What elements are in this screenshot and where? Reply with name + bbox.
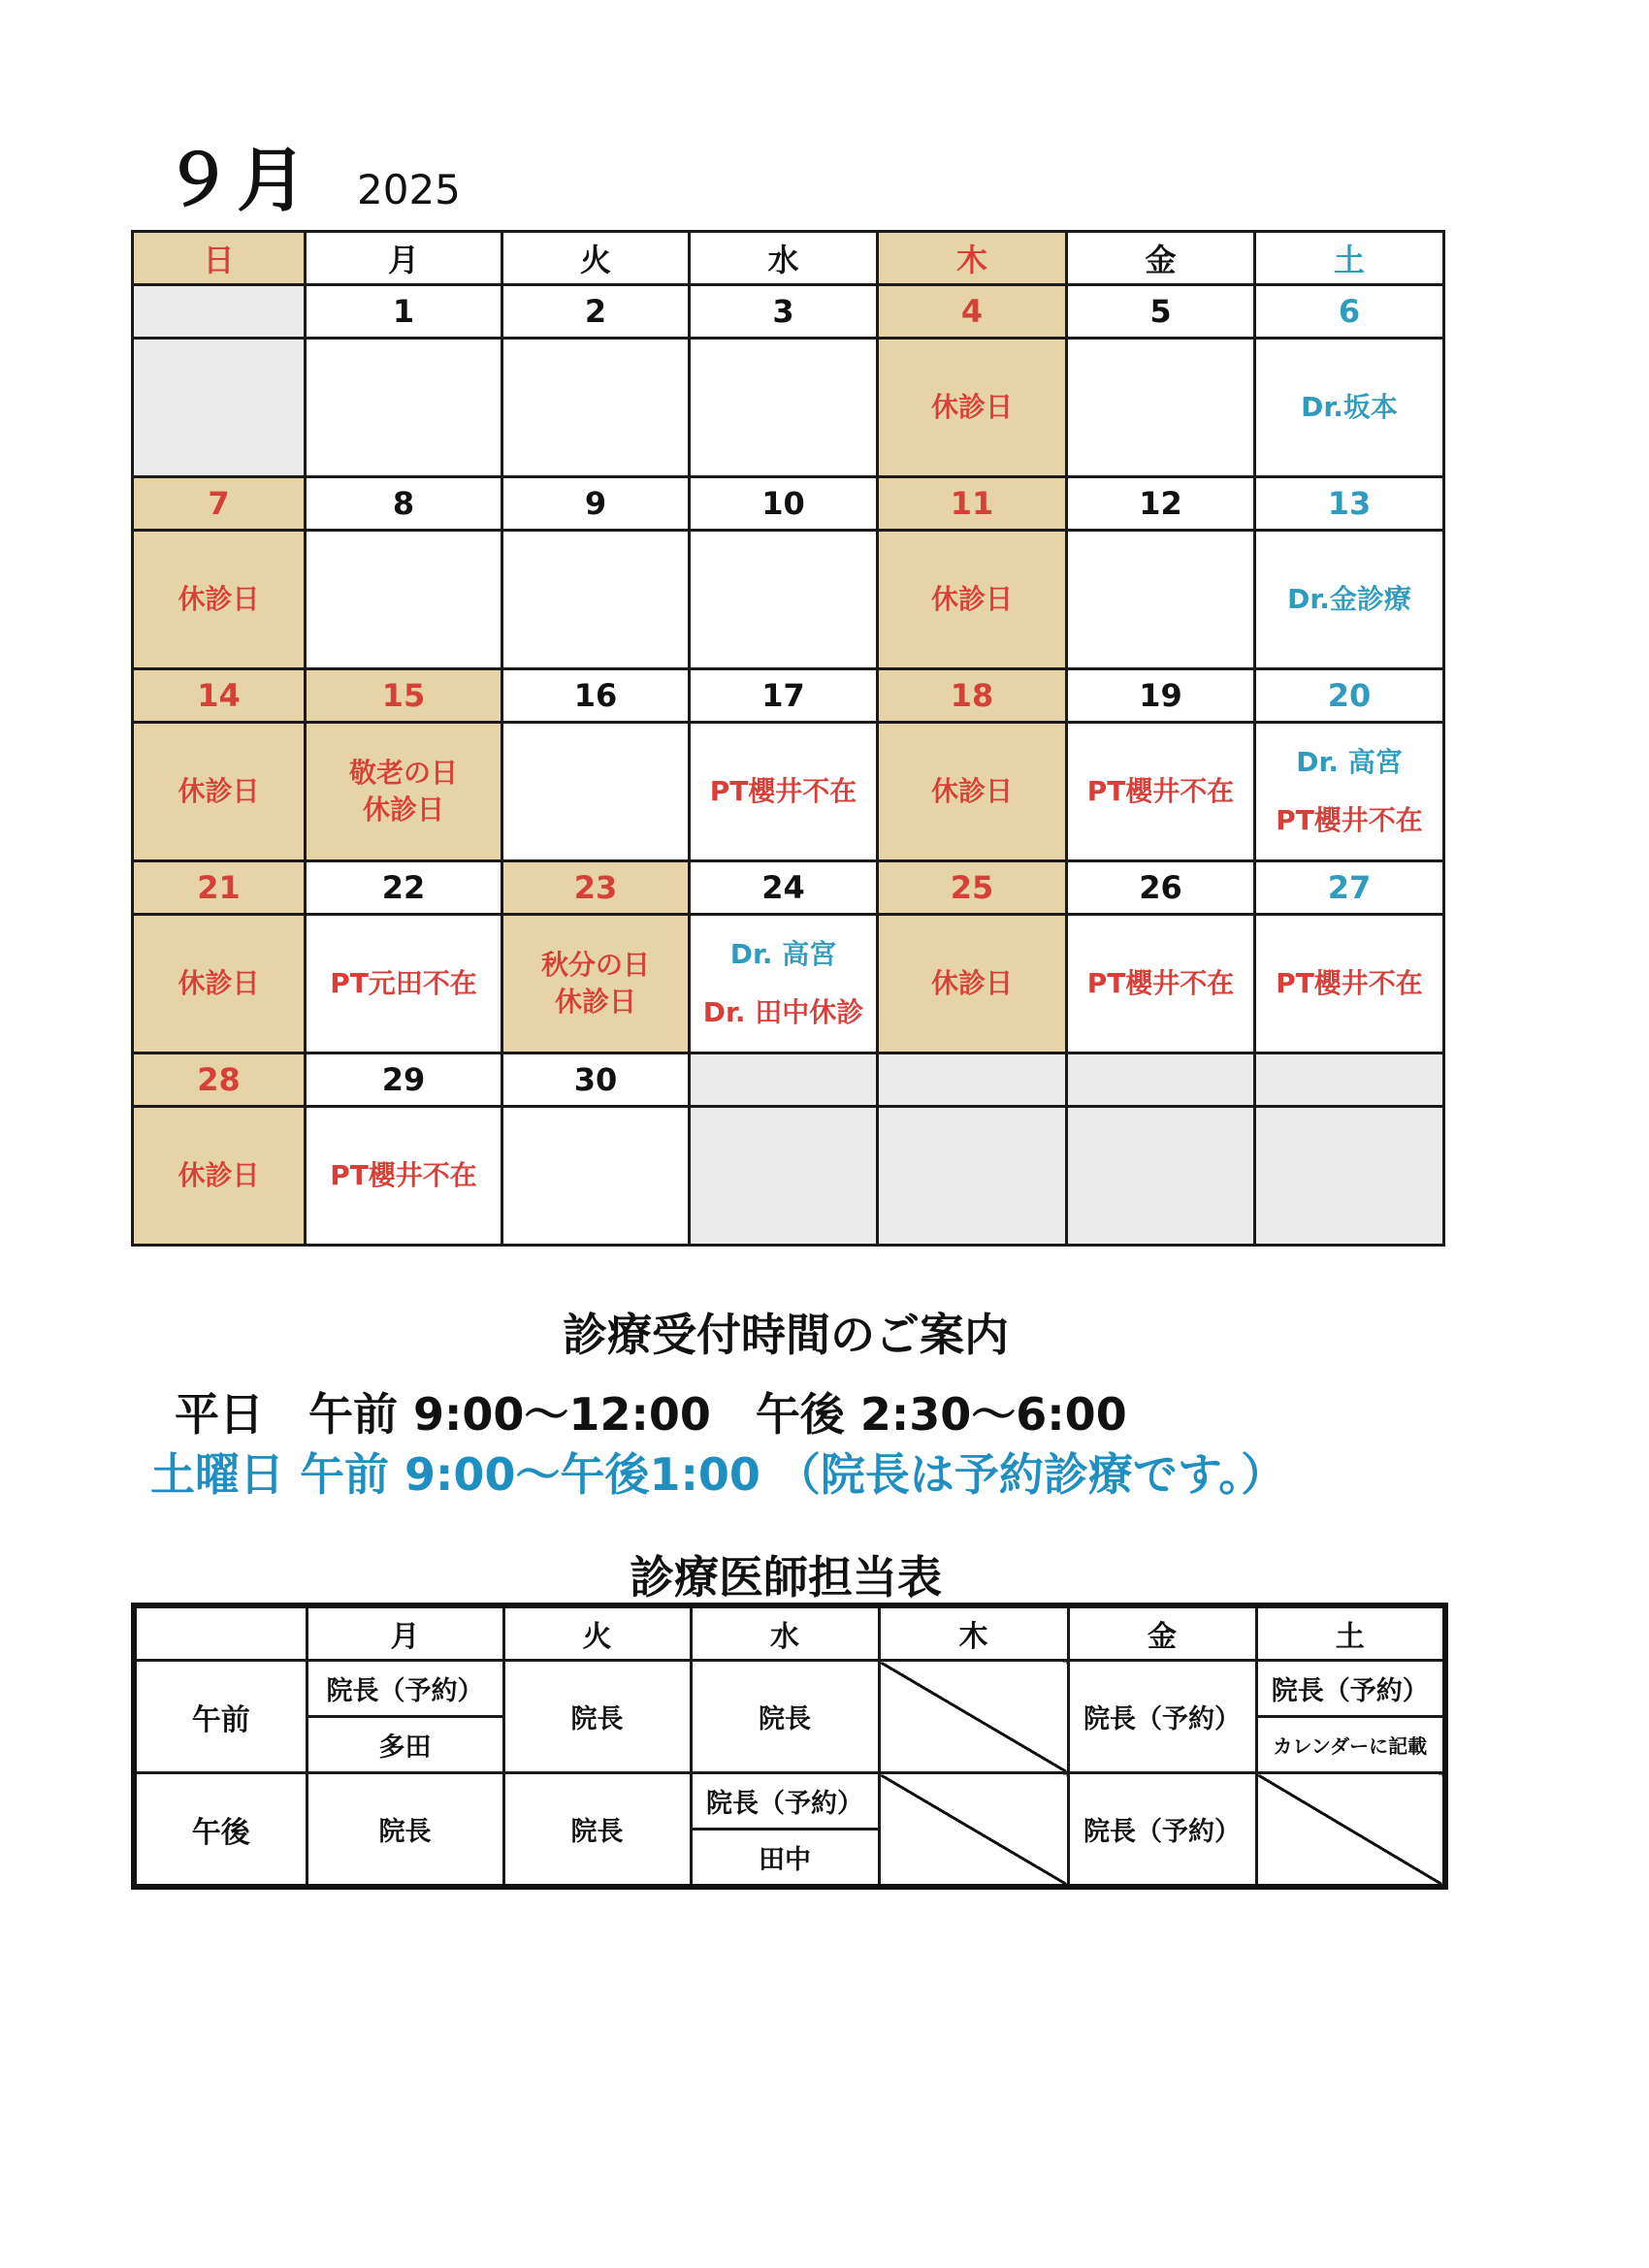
pm-mon: 院長 xyxy=(307,1773,503,1888)
empty-cell xyxy=(133,285,306,339)
week-4-notes xyxy=(133,915,1444,1053)
empty-cell xyxy=(690,1053,878,1107)
date-9: 9 xyxy=(502,477,690,531)
note-cell xyxy=(1067,339,1255,477)
date-24: 24 xyxy=(690,861,878,915)
note-cell xyxy=(690,531,878,669)
am-label: 午前 xyxy=(134,1661,307,1773)
note-7: 休診日 xyxy=(133,531,306,669)
date-5: 5 xyxy=(1067,285,1255,339)
date-30: 30 xyxy=(502,1053,690,1107)
note-cell xyxy=(502,723,690,861)
am-mon-1: 院長（予約） xyxy=(307,1661,503,1717)
am-row-1 xyxy=(134,1661,1445,1717)
note-23-line2: 休診日 xyxy=(554,986,636,1018)
am-mon-2: 多田 xyxy=(307,1717,503,1773)
weekday-wed: 水 xyxy=(690,232,878,285)
empty-cell xyxy=(1255,1107,1444,1246)
date-7: 7 xyxy=(133,477,306,531)
note-27: PT櫻井不在 xyxy=(1255,915,1444,1053)
col-tue: 火 xyxy=(503,1605,691,1661)
week-4-dates xyxy=(133,861,1444,915)
note-cell xyxy=(502,1107,690,1246)
col-wed: 水 xyxy=(691,1605,879,1661)
date-15: 15 xyxy=(306,669,502,723)
week-1-dates xyxy=(133,285,1444,339)
pm-thu-closed xyxy=(879,1773,1068,1888)
hours-title: 診療受付時間のご案内 xyxy=(563,1309,1009,1361)
month-title: ９月 xyxy=(163,140,311,221)
date-8: 8 xyxy=(306,477,502,531)
note-23-line1: 秋分の日 xyxy=(540,949,650,982)
empty-cell xyxy=(1067,1107,1255,1246)
date-23: 23 xyxy=(502,861,690,915)
note-24 xyxy=(690,915,878,1053)
pm-label: 午後 xyxy=(134,1773,307,1888)
date-18: 18 xyxy=(878,669,1067,723)
note-cell xyxy=(1067,531,1255,669)
date-20: 20 xyxy=(1255,669,1444,723)
note-cell xyxy=(306,339,502,477)
date-26: 26 xyxy=(1067,861,1255,915)
week-2-dates xyxy=(133,477,1444,531)
date-2: 2 xyxy=(502,285,690,339)
date-19: 19 xyxy=(1067,669,1255,723)
note-18: 休診日 xyxy=(878,723,1067,861)
weekday-header-row xyxy=(133,232,1444,285)
date-25: 25 xyxy=(878,861,1067,915)
pm-wed-2: 田中 xyxy=(691,1830,879,1888)
col-thu: 木 xyxy=(879,1605,1068,1661)
note-4: 休診日 xyxy=(878,339,1067,477)
date-27: 27 xyxy=(1255,861,1444,915)
date-16: 16 xyxy=(502,669,690,723)
pm-wed-1: 院長（予約） xyxy=(691,1773,879,1830)
weekday-fri: 金 xyxy=(1067,232,1255,285)
weekday-mon: 月 xyxy=(306,232,502,285)
calendar-table xyxy=(131,230,1445,1247)
pm-sat-closed xyxy=(1256,1773,1445,1888)
date-21: 21 xyxy=(133,861,306,915)
note-cell xyxy=(690,339,878,477)
note-cell xyxy=(306,531,502,669)
am-thu-closed xyxy=(879,1661,1068,1773)
empty-cell xyxy=(133,339,306,477)
note-15-line1: 敬老の日 xyxy=(348,757,458,790)
weekday-tue: 火 xyxy=(502,232,690,285)
date-22: 22 xyxy=(306,861,502,915)
note-cell xyxy=(502,339,690,477)
empty-cell xyxy=(1255,1053,1444,1107)
note-24-line1: Dr. 高宮 xyxy=(729,938,837,971)
col-fri: 金 xyxy=(1068,1605,1256,1661)
note-14: 休診日 xyxy=(133,723,306,861)
date-3: 3 xyxy=(690,285,878,339)
col-sat: 土 xyxy=(1256,1605,1445,1661)
am-sat-2: カレンダーに記載 xyxy=(1256,1717,1445,1773)
date-14: 14 xyxy=(133,669,306,723)
date-11: 11 xyxy=(878,477,1067,531)
year-title: 2025 xyxy=(357,166,461,213)
week-5-dates xyxy=(133,1053,1444,1107)
date-28: 28 xyxy=(133,1053,306,1107)
note-19: PT櫻井不在 xyxy=(1067,723,1255,861)
saturday-hours: 土曜日 午前 9:00～午後1:00 （院長は予約診療です。） xyxy=(150,1448,1286,1501)
weekday-sun: 日 xyxy=(133,232,306,285)
date-10: 10 xyxy=(690,477,878,531)
empty-cell xyxy=(690,1107,878,1246)
week-1-notes xyxy=(133,339,1444,477)
date-1: 1 xyxy=(306,285,502,339)
note-23 xyxy=(502,915,690,1053)
note-20-line1: Dr. 高宮 xyxy=(1296,746,1403,779)
pm-tue: 院長 xyxy=(503,1773,691,1888)
weekday-thu: 木 xyxy=(878,232,1067,285)
note-15 xyxy=(306,723,502,861)
note-15-line2: 休診日 xyxy=(362,794,444,826)
note-24-line2: Dr. 田中休診 xyxy=(702,996,864,1028)
doctor-table-header xyxy=(134,1605,1445,1661)
week-3-notes xyxy=(133,723,1444,861)
note-20 xyxy=(1255,723,1444,861)
date-17: 17 xyxy=(690,669,878,723)
week-3-dates xyxy=(133,669,1444,723)
note-17: PT櫻井不在 xyxy=(690,723,878,861)
empty-cell xyxy=(878,1053,1067,1107)
date-6: 6 xyxy=(1255,285,1444,339)
empty-cell xyxy=(1067,1053,1255,1107)
weekday-sat: 土 xyxy=(1255,232,1444,285)
note-21: 休診日 xyxy=(133,915,306,1053)
doctor-table xyxy=(131,1603,1448,1890)
note-6: Dr.坂本 xyxy=(1255,339,1444,477)
weekday-hours: 平日 午前 9:00～12:00 午後 2:30～6:00 xyxy=(175,1388,1127,1441)
note-22: PT元田不在 xyxy=(306,915,502,1053)
col-mon: 月 xyxy=(307,1605,503,1661)
week-2-notes xyxy=(133,531,1444,669)
note-26: PT櫻井不在 xyxy=(1067,915,1255,1053)
note-25: 休診日 xyxy=(878,915,1067,1053)
am-tue: 院長 xyxy=(503,1661,691,1773)
pm-fri: 院長（予約） xyxy=(1068,1773,1256,1888)
note-28: 休診日 xyxy=(133,1107,306,1246)
note-20-line2: PT櫻井不在 xyxy=(1276,804,1423,836)
week-5-notes xyxy=(133,1107,1444,1246)
note-29: PT櫻井不在 xyxy=(306,1107,502,1246)
date-13: 13 xyxy=(1255,477,1444,531)
note-13: Dr.金診療 xyxy=(1255,531,1444,669)
am-sat-1: 院長（予約） xyxy=(1256,1661,1445,1717)
corner-cell xyxy=(134,1605,307,1661)
note-cell xyxy=(502,531,690,669)
date-12: 12 xyxy=(1067,477,1255,531)
date-4: 4 xyxy=(878,285,1067,339)
pm-row-1 xyxy=(134,1773,1445,1830)
note-11: 休診日 xyxy=(878,531,1067,669)
date-29: 29 xyxy=(306,1053,502,1107)
am-wed: 院長 xyxy=(691,1661,879,1773)
am-fri: 院長（予約） xyxy=(1068,1661,1256,1773)
empty-cell xyxy=(878,1107,1067,1246)
doctor-table-title: 診療医師担当表 xyxy=(630,1551,942,1604)
